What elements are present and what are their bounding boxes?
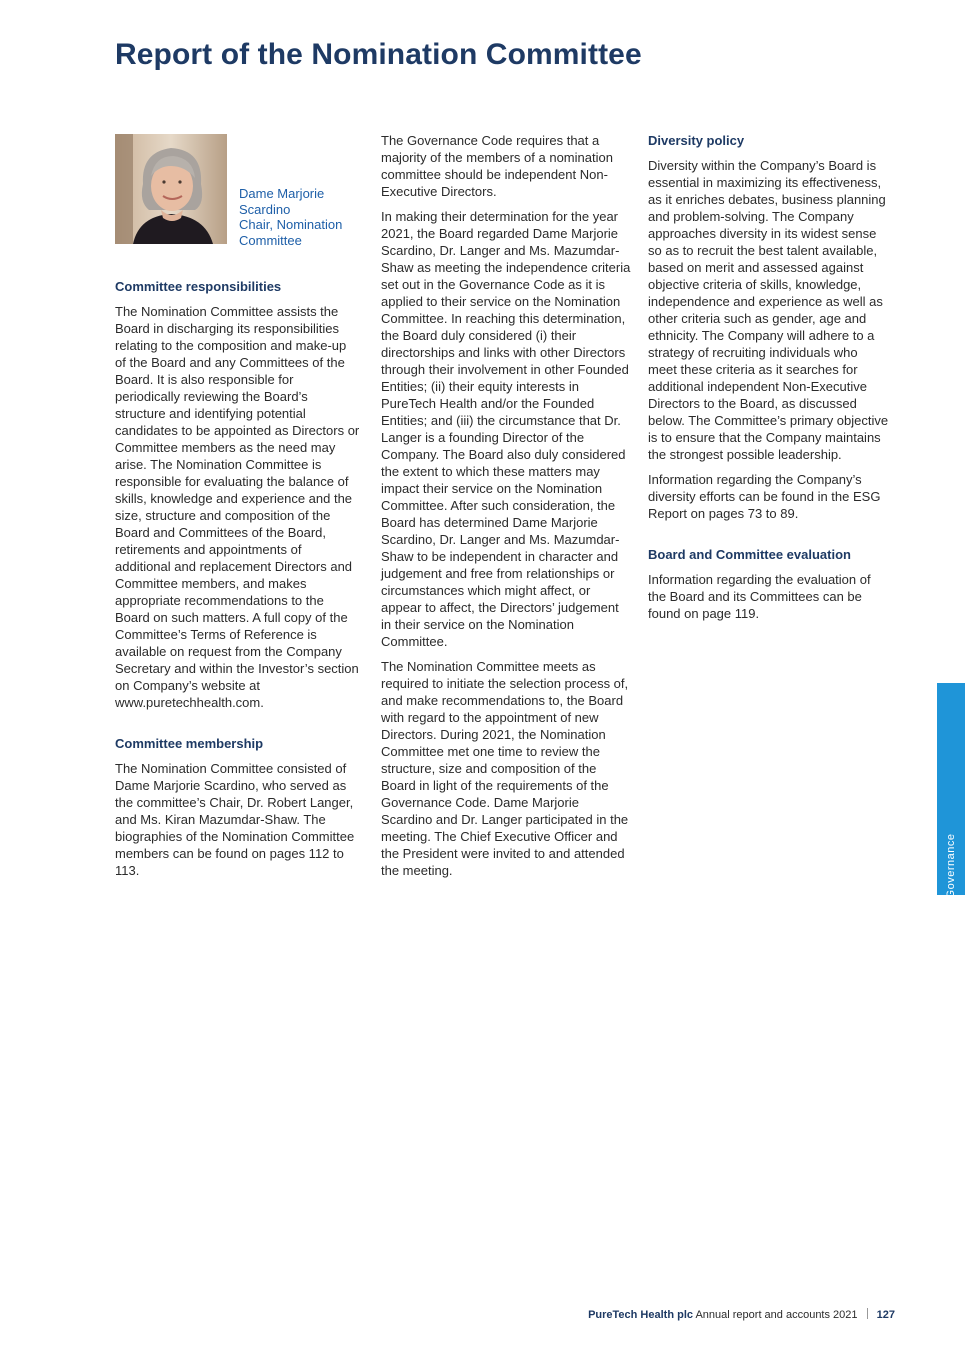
heading-committee-membership: Committee membership [115, 736, 264, 751]
text-committee-responsibilities: The Nomination Committee assists the Board in discharging its responsibilities relating to the composition and make-up of the Board and any Committees of the Board. It is also responsible for periodically reviewing the Board’s structure and identifying potential candidates to be appointed as Directors or Committee members as the need may arise. The Nomination Committee is responsible for evaluating the balance of skills, knowledge and experience and the size, structure and composition of the Board and Committees of the Board, retirements and appointments of additional and replacement Directors and Committee members, and makes appropriate recommendations to the Board on such matters. A full copy of the Committee’s Terms of Reference is available on request from the Company Secretary and within the Investor’s section on Company’s website at www.puretechhealth.com. [115, 304, 360, 710]
footer-divider [867, 1308, 868, 1319]
side-tab-label: Governance [945, 833, 957, 899]
heading-diversity-policy: Diversity policy [648, 133, 745, 148]
column-right [648, 132, 890, 630]
heading-board-evaluation: Board and Committee evaluation [648, 547, 851, 562]
page-title: Report of the Nomination Committee [115, 38, 642, 71]
page-footer [0, 1308, 895, 1321]
text-esg-reference: Information regarding the Company’s diversity efforts can be found in the ESG Report on pages 73 to 89. [648, 472, 881, 521]
chair-name: Dame Marjorie Scardino [239, 186, 325, 217]
chair-caption [239, 186, 359, 248]
text-governance-code: The Governance Code requires that a majority of the members of a nomination committee should be independent Non-Executive Directors. [381, 133, 613, 199]
chair-portrait-photo [115, 134, 227, 244]
heading-committee-responsibilities: Committee responsibilities [115, 279, 282, 294]
text-diversity-policy: Diversity within the Company’s Board is essential in maximizing its effectiveness, as it enriches debates, business planning and problem-solving. The Company approaches diversity in its widest sense so as to recruit the best talent available, based on merit and assessed against objective criteria of skills, knowledge, independence and experience as well as other criteria such as gender, age and ethnicity. The Company will adhere to a strategy of recruiting individuals who meet these criteria as it searches for additional independent Non-Executive Directors to the Board, as discussed below. The Committee’s primary objective is to ensure that the Company maintains the strongest possible leadership. [648, 158, 889, 462]
chair-role: Chair, Nomination Committee [239, 217, 343, 248]
section-side-tab [937, 683, 965, 899]
text-committee-membership: The Nomination Committee consisted of Dame Marjorie Scardino, who served as the committee’s Chair, Dr. Robert Langer, and Ms. Kiran Mazumdar-Shaw. The biographies of the Nomination Committee members can be found on pages 112 to 113. [115, 761, 355, 878]
text-committee-meetings: The Nomination Committee meets as required to initiate the selection process of, and make recommendations to, the Board with regard to the appointment of new Directors. During 2021, the Nomination Committee met one time to review the structure, size and composition of the Board in light of the requirements of the Governance Code. Dame Marjorie Scardino and Dr. Langer participated in the meeting. The Chief Executive Officer and the President were invited to and attended the meeting. [381, 659, 629, 878]
chair-profile [115, 132, 360, 250]
footer-report: Annual report and accounts 2021 [695, 1309, 858, 1321]
text-independence-determination: In making their determination for the year 2021, the Board regarded Dame Marjorie Scardino, Dr. Langer and Ms. Mazumdar-Shaw as meeting the independence criteria set out in the Governance Code as it is applied to their service on the Nomination Committee. In reaching this determination, the Board duly considered (i) their directorships and links with other Directors through their involvement in other Founded Entities; (ii) their equity interests in PureTech Health and/or the Founded Entities; and (iii) the circumstance that Dr. Langer is a founding Director of the Company. The Board also duly considered the extent to which these matters may impact their service on the Nomination Committee. After such consideration, the Board has determined Dame Marjorie Scardino, Dr. Langer and Ms. Mazumdar-Shaw to be independent in character and judgement and free from relationships or circumstances which might affect, or appear to affect, the Directors’ judgement in their service on the Nomination Committee. [381, 209, 631, 649]
text-board-evaluation: Information regarding the evaluation of the Board and its Committees can be found on page 119. [648, 572, 871, 621]
column-middle [381, 132, 631, 887]
column-left [115, 132, 360, 887]
footer-company: PureTech Health plc [588, 1309, 693, 1321]
page-number: 127 [876, 1309, 895, 1321]
